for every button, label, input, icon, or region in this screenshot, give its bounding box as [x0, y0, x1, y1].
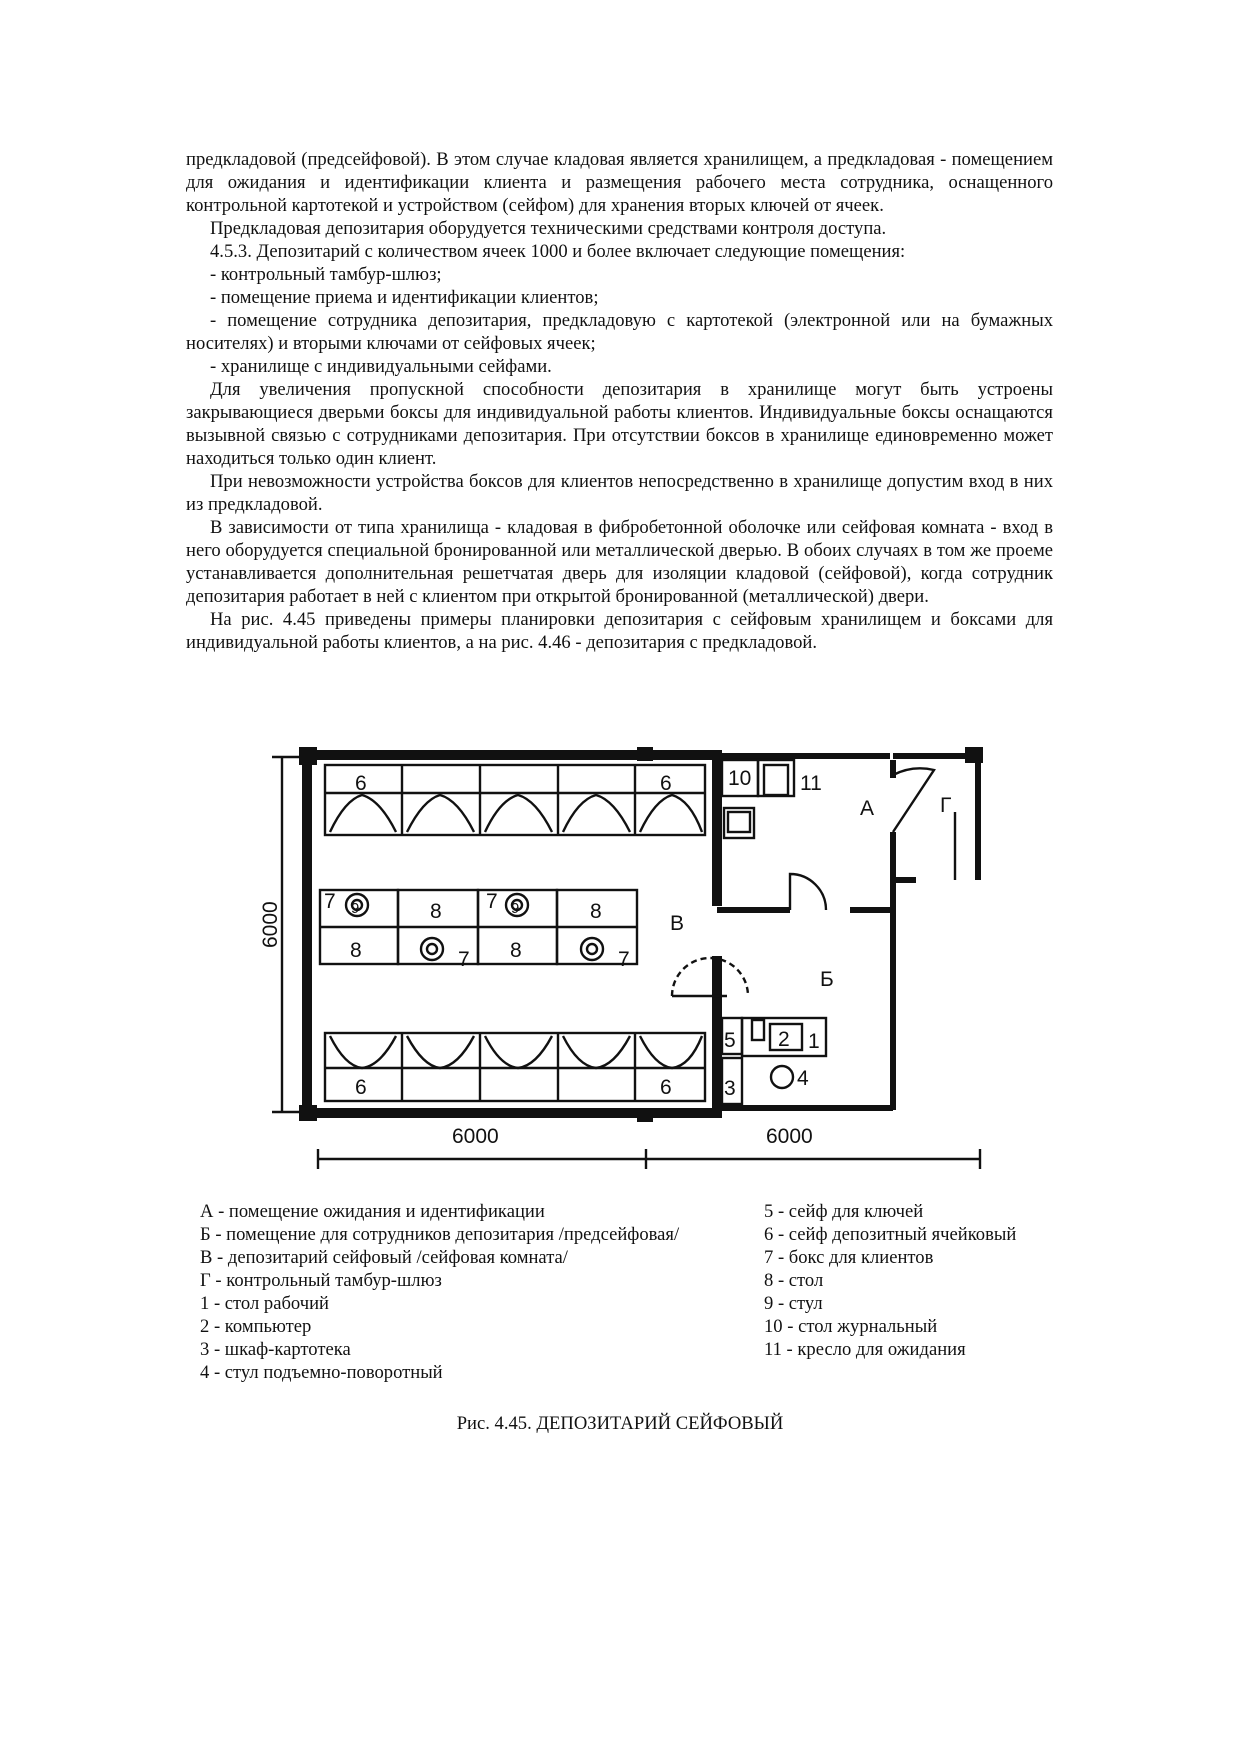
figure-caption: Рис. 4.45. ДЕПОЗИТАРИЙ СЕЙФОВЫЙ: [456, 1413, 784, 1434]
legend-item: А - помещение ожидания и идентификации: [200, 1201, 545, 1222]
paragraph: В зависимости от типа хранилища - кладовая в фибробетонной оболочке или сейфовая комната - вход в него оборудуется специальной бронированной или металлической дверью. В обоих случаях в том же проеме устанавливается дополнительная решетчатая дверь для изоляции кладовой (сейфовой), когда сотрудник депозитария работает в ней с клиентом при открытой бронированной (металлической) двери.: [186, 517, 1053, 607]
box-label: 7: [618, 948, 630, 971]
table-label: 8: [510, 939, 522, 962]
dim-height: 6000: [259, 901, 282, 948]
paragraph: Для увеличения пропускной способности депозитария в хранилище могут быть устроены закрывающиеся дверьми боксы для индивидуальной работы клиентов. Индивидуальные боксы оснащаются вызывной связью с сотрудниками депозитария. При отсутствии боксов в хранилище единовременно может находиться только один клиент.: [186, 379, 1053, 469]
box-label: 7: [486, 890, 498, 913]
list-item: - помещение приема и идентификации клиентов;: [210, 287, 599, 308]
legend-item: 11 - кресло для ожидания: [764, 1339, 966, 1360]
table-label: 8: [430, 900, 442, 923]
desk-label: 1: [808, 1030, 820, 1053]
box-label: 7: [324, 890, 336, 913]
paragraph: На рис. 4.45 приведены примеры планировки депозитария с сейфовым хранилищем и боксами для индивидуальной работы клиентов, а на рис. 4.46 - депозитария с предкладовой.: [186, 609, 1053, 653]
room-a-label: А: [860, 797, 875, 820]
room-b-label: Б: [820, 968, 834, 991]
legend-item: 10 - стол журнальный: [764, 1316, 938, 1337]
dim-width-right: 6000: [766, 1125, 813, 1148]
paragraph: Предкладовая депозитария оборудуется техническими средствами контроля доступа.: [210, 218, 887, 239]
room-g-label: Г: [940, 794, 952, 817]
legend-item: 7 - бокс для клиентов: [764, 1247, 934, 1268]
legend-left: [200, 1200, 679, 1384]
legend-item: 9 - стул: [764, 1293, 823, 1314]
cabinet-label: 3: [724, 1077, 736, 1100]
safe-label: 6: [660, 1076, 672, 1099]
legend-item: 3 - шкаф-картотека: [200, 1339, 351, 1360]
box-label: 7: [458, 948, 470, 971]
legend-item: Б - помещение для сотрудников депозитария /предсейфовая/: [200, 1224, 680, 1245]
list-item: - помещение сотрудника депозитария, предкладовую с картотекой (электронной или на бумажных носителях) и вторыми ключами от сейфовых ячеек;: [186, 310, 1053, 354]
chair-label: 9: [351, 900, 360, 917]
room-v-label: В: [670, 912, 685, 935]
safe-label: 6: [355, 772, 367, 795]
legend-item: 1 - стол рабочий: [200, 1293, 329, 1314]
legend-item: 6 - сейф депозитный ячейковый: [764, 1224, 1017, 1245]
armchair-label: 11: [800, 772, 822, 795]
paragraph: При невозможности устройства боксов для клиентов непосредственно в хранилище допустим вход в них из предкладовой.: [186, 471, 1053, 515]
coffee-table-label: 10: [728, 767, 752, 790]
legend-item: Г - контрольный тамбур-шлюз: [200, 1270, 442, 1291]
list-item: - хранилище с индивидуальными сейфами.: [210, 356, 552, 377]
paragraph: предкладовой (предсейфовой). В этом случае кладовая является хранилищем, а предкладовая - помещением для ожидания и идентификации клиента и размещения рабочего места сотрудника, оснащенного контрольной картотекой и устройством (сейфом) для хранения вторых ключей от ячеек.: [186, 149, 1053, 216]
legend-item: В - депозитарий сейфовый /сейфовая комната/: [200, 1247, 568, 1268]
dim-width-left: 6000: [452, 1125, 499, 1148]
list-item: - контрольный тамбур-шлюз;: [210, 264, 442, 285]
chair-label: 9: [511, 900, 520, 917]
legend-item: 8 - стол: [764, 1270, 824, 1291]
table-label: 8: [590, 900, 602, 923]
computer-label: 2: [778, 1028, 790, 1051]
legend-item: 5 - сейф для ключей: [764, 1201, 924, 1222]
swivel-chair-label: 4: [797, 1067, 809, 1090]
table-label: 8: [350, 939, 362, 962]
safe-label: 6: [660, 772, 672, 795]
paragraph: 4.5.3. Депозитарий с количеством ячеек 1000 и более включает следующие помещения:: [210, 241, 906, 262]
legend-item: 4 - стул подъемно-поворотный: [200, 1362, 443, 1383]
legend-item: 2 - компьютер: [200, 1316, 312, 1337]
safe-label: 6: [355, 1076, 367, 1099]
key-safe-label: 5: [724, 1029, 736, 1052]
legend-right: [764, 1200, 1016, 1361]
